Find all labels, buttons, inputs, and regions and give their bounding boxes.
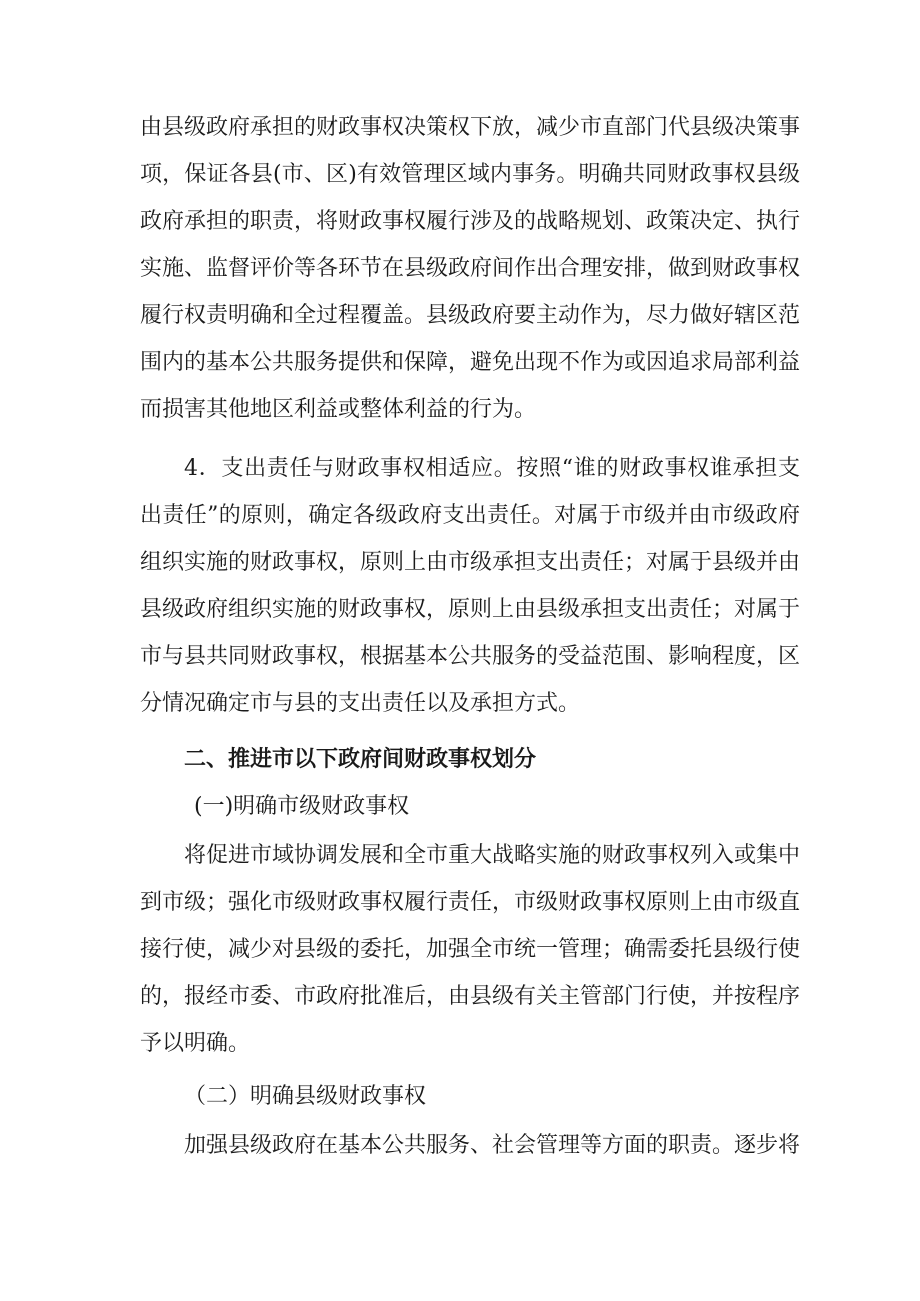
subheading-county-level: （二）明确县级财政事权 [184, 1084, 427, 1109]
subheading-city-level: (一)明确市级财政事权 [194, 794, 410, 819]
paragraph-county-decision: 由县级政府承担的财政事权决策权下放，减少市直部门代县级决策事项，保证各县(市、区)有效管理区域内事务。明确共同财政事权县级政府承担的职责，将财政事权履行涉及的战略规划、政策决定、执行实施、监督评价等各环节在县级政府间作出合理安排，做到财政事权履行权责明确和全过程覆盖。县级政府要主动作为，尽力做好辖区范围内的基本公共服务提供和保障，避免出现不作为或因追求局部利益而损害其他地区利益或整体利益的行为。 [140, 115, 801, 422]
paragraph-county-level: 加强县级政府在基本公共服务、社会管理等方面的职责。逐步将 [184, 1133, 801, 1158]
paragraph-city-level: 将促进市域协调发展和全市重大战略实施的财政事权列入或集中到市级；强化市级财政事权履行责任，市级财政事权原则上由市级直接行使，减少对县级的委托，加强全市统一管理；确需委托县级行使的，报经市委、市政府批准后，由县级有关主管部门行使，并按程序予以明确。 [140, 843, 801, 1056]
paragraph-expenditure-responsibility: 4．支出责任与财政事权相适应。按照“谁的财政事权谁承担支出责任”的原则，确定各级政府支出责任。对属于市级并由市级政府组织实施的财政事权，原则上由市级承担支出责任；对属于县级并由县级政府组织实施的财政事权，原则上由县级承担支出责任；对属于市与县共同财政事权，根据基本公共服务的受益范围、影响程度，区分情况确定市与县的支出责任以及承担方式。 [140, 456, 801, 716]
section-heading-2: 二、推进市以下政府间财政事权划分 [184, 747, 537, 772]
